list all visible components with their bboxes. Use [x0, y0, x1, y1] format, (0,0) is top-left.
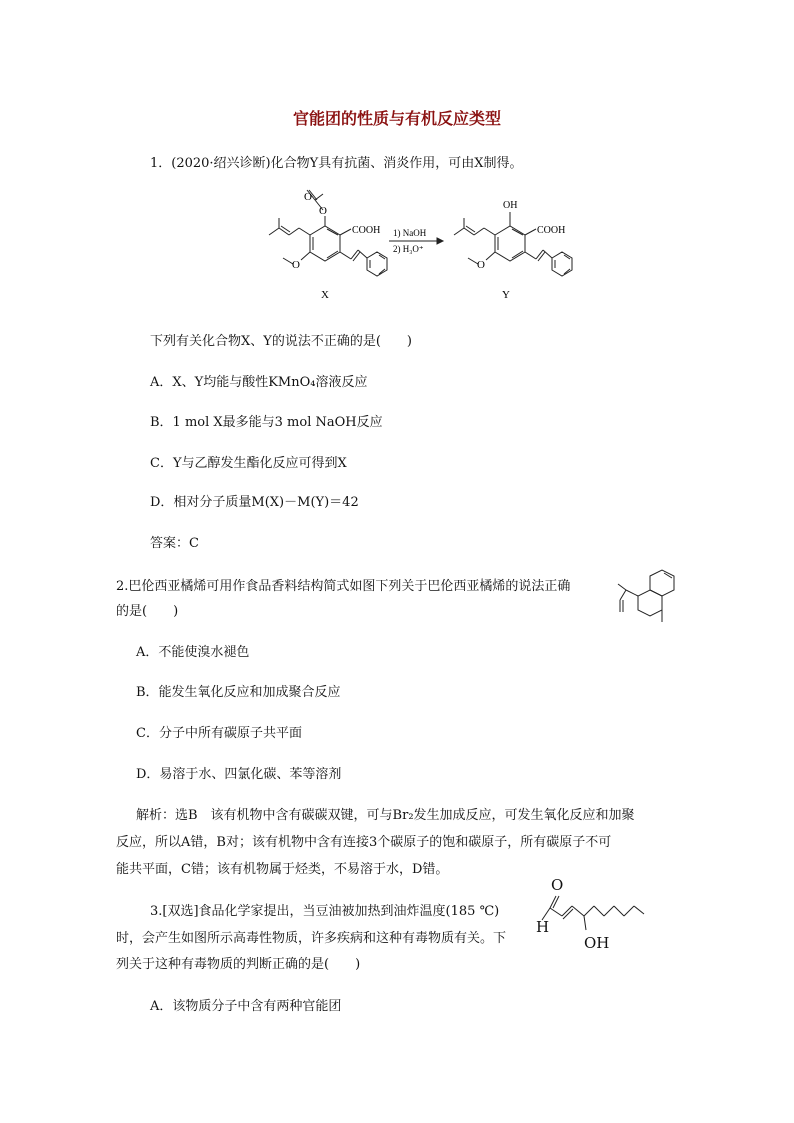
x-ester-oxygen-label: O [319, 205, 327, 217]
y-ome-oxygen-label: O [477, 259, 485, 271]
label-y: Y [502, 289, 510, 301]
q1-answer: 答案：C [150, 536, 199, 551]
q1-question: 下列有关化合物X、Y的说法不正确的是( ) [150, 334, 412, 349]
q2-analysis-line-1: 解析：选B 该有机物中含有碳碳双键，可与Br₂发生加成反应，可发生氧化反应和加聚 [136, 808, 635, 823]
label-x: X [321, 289, 329, 301]
q3-stem-line-1: 3.[双选]食品化学家提出，当豆油被加热到油炸温度(185 ℃) [150, 904, 500, 919]
y-oh-label: OH [503, 200, 518, 211]
x-cooh-label: COOH [352, 225, 381, 236]
page-title: 官能团的性质与有机反应类型 [292, 109, 501, 128]
q1-option-d: D．相对分子质量M(X)－M(Y)＝42 [150, 495, 359, 510]
molecule-y-structure [454, 212, 572, 276]
q2-stem-line-1: 2.巴伦西亚橘烯可用作食品香料结构简式如图下列关于巴伦西亚橘烯的说法正确 [116, 579, 571, 594]
x-carbonyl-oxygen-label: O [304, 191, 312, 203]
q2-analysis-line-2: 反应，所以A错，B对；该有机物中含有连接3个碳原子的饱和碳原子，所有碳原子不可 [116, 835, 612, 850]
q2-analysis-line-3: 能共平面，C错；该有机物属于烃类，不易溶于水，D错。 [116, 862, 449, 877]
q3-stem-line-3: 列关于这种有毒物质的判断正确的是( ) [116, 957, 361, 972]
q2-option-b: B．能发生氧化反应和加成聚合反应 [136, 685, 341, 700]
q2-stem-line-2: 的是( ) [116, 604, 179, 619]
aldehyde-hydrogen-label: H [536, 918, 550, 936]
x-ome-oxygen-label: O [292, 259, 300, 271]
valencene-structure [612, 568, 688, 628]
y-cooh-label: COOH [537, 225, 566, 236]
q1-option-a: A．X、Y均能与酸性KMnO₄溶液反应 [150, 375, 368, 390]
q1-option-b: B．1 mol X最多能与3 mol NaOH反应 [150, 415, 383, 430]
aldehyde-oxygen-label: O [551, 876, 564, 894]
q2-option-c: C．分子中所有碳原子共平面 [136, 726, 302, 741]
q1-option-c: C．Y与乙醇发生酯化反应可得到X [150, 456, 347, 471]
q3-option-a: A．该物质分子中含有两种官能团 [150, 999, 342, 1014]
q3-stem-line-2: 时，会产生如图所示高毒性物质，许多疾病和这种有毒物质有关。下 [116, 931, 507, 946]
reagent-step-2: 2) H₃O⁺ [393, 244, 424, 254]
reagent-step-1: 1) NaOH [393, 228, 427, 238]
q1-stem: 1．(2020·绍兴诊断)化合物Y具有抗菌、消炎作用，可由X制得。 [150, 156, 523, 171]
q2-option-a: A．不能使溴水褪色 [136, 645, 250, 660]
q2-option-d: D．易溶于水、四氯化碳、苯等溶剂 [136, 767, 342, 782]
hydroxyl-label: OH [584, 934, 610, 952]
q1-reaction-scheme [255, 188, 585, 306]
